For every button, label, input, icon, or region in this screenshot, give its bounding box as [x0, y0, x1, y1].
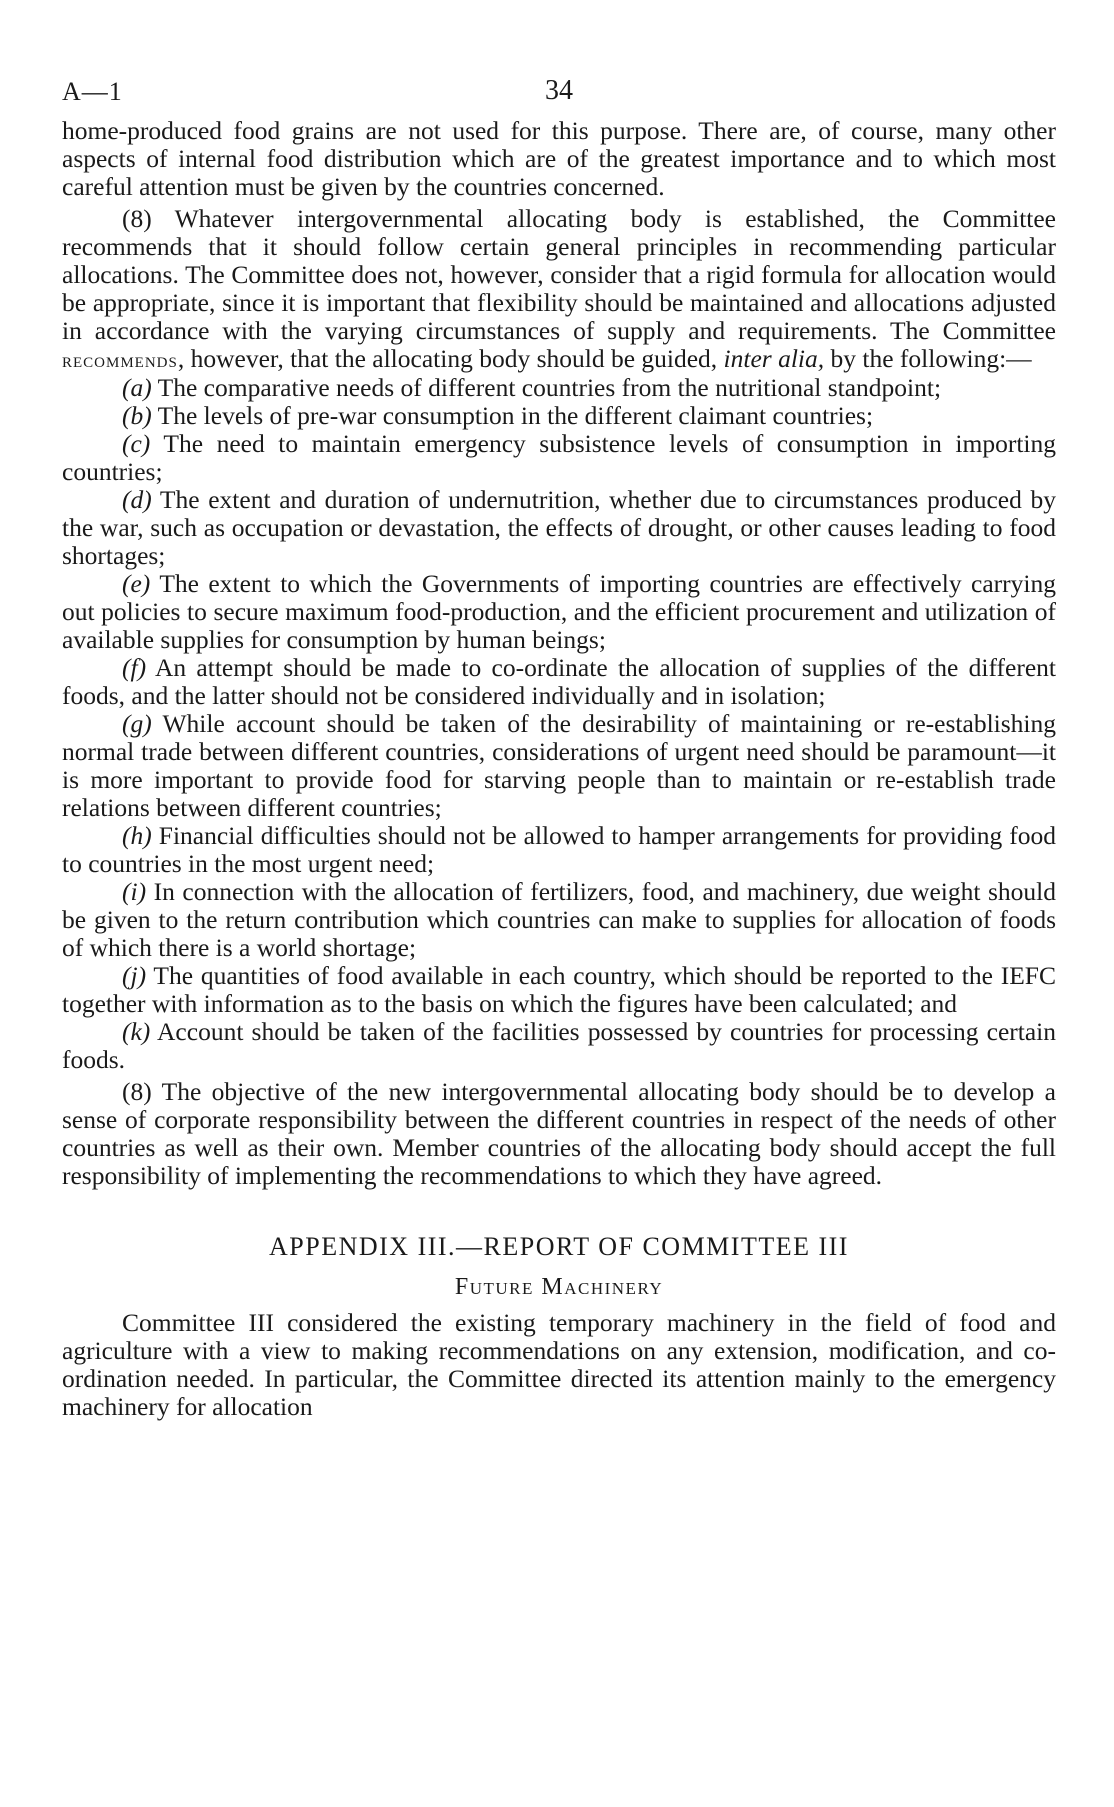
item-text: The extent and duration of undernutrition, whether due to circumstances produced by the war, such as occupation or devastation, the effects of drought, or other causes leading to food shortages; [62, 485, 1056, 570]
item-letter: (f) [122, 653, 147, 682]
item-letter: (g) [122, 709, 152, 738]
list-item-g [62, 710, 1056, 822]
list-item-d [62, 486, 1056, 570]
item-text: Account should be taken of the facilities possessed by countries for processing certain foods. [62, 1017, 1056, 1074]
list-item-a [62, 374, 1056, 402]
item-letter: (b) [122, 401, 152, 430]
item-text: An attempt should be made to co-ordinate the allocation of supplies of the different foods, and the latter should not be considered individually and in isolation; [62, 653, 1056, 710]
document-page [62, 75, 1056, 1421]
section-code: A—1 [62, 77, 123, 106]
item-letter: (j) [122, 961, 147, 990]
paragraph-committee-iii: Committee III considered the existing temporary machinery in the field of food and agriculture with a view to making recommendations on any extension, modification, and co-ordination needed. In particular, the Committee directed its attention mainly to the emergency machinery for allocation [62, 1308, 1056, 1421]
list-item-k [62, 1018, 1056, 1074]
list-item-i [62, 878, 1056, 962]
item-letter: (h) [122, 821, 152, 850]
paragraph-8-objective: (8) The objective of the new intergovernmental allocating body should be to develop a sense of corporate responsibility between the different countries in respect of the needs of other countries as well as their own. Member countries of the allocating body should accept the full responsibility of implementing the recommendations to which they have agreed. [62, 1077, 1056, 1190]
inter-alia-italic: inter alia, [723, 344, 825, 373]
item-text: The quantities of food available in each country, which should be reported to the IEFC together with information as to the basis on which the figures have been calculated; and [62, 961, 1056, 1018]
item-text: The need to maintain emergency subsistence levels of consumption in importing countries; [62, 429, 1056, 486]
section-subheading: Future Machinery [454, 1274, 664, 1300]
appendix-title: APPENDIX III.—REPORT OF COMMITTEE III [269, 1232, 849, 1261]
item-text: While account should be taken of the desirability of maintaining or re-establishing normal trade between different countries, considerations of urgent need should be paramount—it is more important to provide food for starving people than to maintain or re-establish trade relations between different countries; [62, 709, 1056, 822]
paragraph-8-text-2: , however, that the allocating body should be guided, [177, 344, 724, 373]
list-item-e [62, 570, 1056, 654]
recommends-smallcaps: recommends [62, 347, 178, 372]
item-letter: (e) [122, 569, 151, 598]
item-text: In connection with the allocation of fertilizers, food, and machinery, due weight should be given to the return contribution which countries can make to supplies for allocation of foods of which there is a world shortage; [62, 877, 1056, 962]
list-item-c [62, 430, 1056, 486]
item-letter: (i) [122, 877, 147, 906]
item-text: The comparative needs of different countries from the nutritional standpoint; [151, 373, 942, 402]
paragraph-8-text-3: by the following:— [824, 344, 1032, 373]
list-item-b [62, 402, 1056, 430]
item-text: The extent to which the Governments of importing countries are effectively carrying out policies to secure maximum food-production, and the efficient procurement and utilization of available supplies for consumption by human beings; [62, 569, 1056, 654]
item-letter: (a) [122, 373, 152, 402]
paragraph-8-principles [62, 205, 1056, 374]
list-item-j [62, 962, 1056, 1018]
item-text: The levels of pre-war consumption in the different claimant countries; [151, 401, 874, 430]
item-letter: (c) [122, 429, 151, 458]
item-letter: (d) [122, 485, 152, 514]
list-item-f [62, 654, 1056, 710]
item-text: Financial difficulties should not be allowed to hamper arrangements for providing food to countries in the most urgent need; [62, 821, 1056, 878]
page-header [62, 75, 1056, 117]
page-number: 34 [545, 75, 573, 106]
paragraph-8-text-1: (8) Whatever intergovernmental allocating body is established, the Committee recommends that it should follow certain general principles in recommending particular allocations. The Committee does not, however, consider that a rigid formula for allocation would be appropriate, since it is important that flexibility should be maintained and allocations adjusted in accordance with the varying circumstances of supply and requirements. The Committee [62, 204, 1056, 345]
item-letter: (k) [122, 1017, 151, 1046]
list-item-h [62, 822, 1056, 878]
paragraph-continuation: home-produced food grains are not used for this purpose. There are, of course, many other aspects of internal food distribution which are of the greatest importance and to which most careful attention must be given by the countries concerned. [62, 116, 1056, 201]
